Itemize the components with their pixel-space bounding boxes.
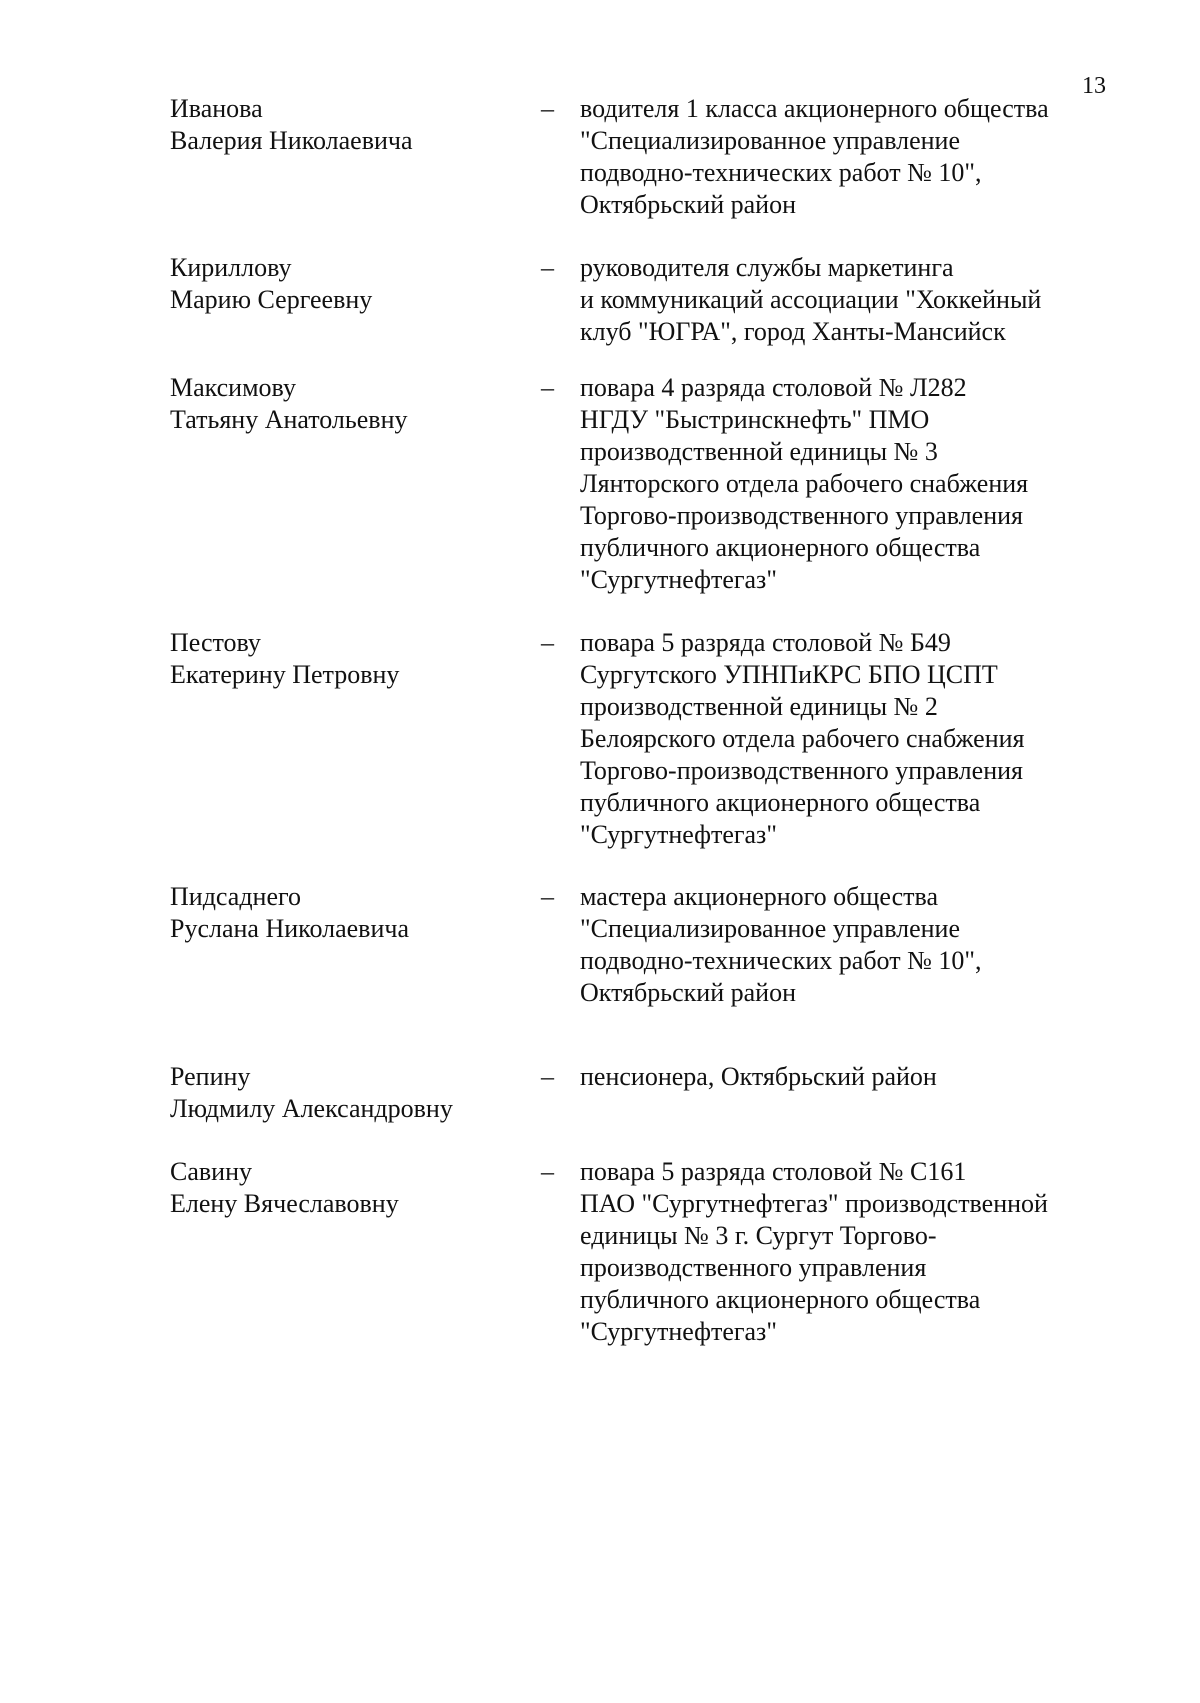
dash-separator: – <box>541 882 554 911</box>
person-given-names: Екатерину Петровну <box>170 660 400 689</box>
position-description <box>580 93 1120 221</box>
description-line: Торгово-производственного управления <box>580 501 1023 530</box>
description-line: публичного акционерного общества <box>580 788 981 817</box>
position-description <box>580 1156 1120 1348</box>
description-line: Белоярского отдела рабочего снабжения <box>580 724 1025 753</box>
description-line: Сургутского УПНПиКРС БПО ЦСПТ <box>580 660 998 689</box>
description-line: НГДУ "Быстринскнефть" ПМО <box>580 405 930 434</box>
page-number: 13 <box>1082 73 1106 99</box>
person-given-names: Валерия Николаевича <box>170 126 413 155</box>
dash-separator: – <box>541 373 554 402</box>
dash-separator: – <box>541 253 554 282</box>
person-given-names: Людмилу Александровну <box>170 1094 453 1123</box>
description-line: публичного акционерного общества <box>580 1285 981 1314</box>
dash-separator: – <box>541 1157 554 1186</box>
description-line: производственной единицы № 2 <box>580 692 938 721</box>
person-given-names: Руслана Николаевича <box>170 914 409 943</box>
description-line: и коммуникаций ассоциации "Хоккейный <box>580 285 1042 314</box>
position-description <box>580 252 1120 348</box>
description-line: Торгово-производственного управления <box>580 756 1023 785</box>
position-description <box>580 372 1120 596</box>
person-surname: Максимову <box>170 373 296 402</box>
description-line: "Сургутнефтегаз" <box>580 820 777 849</box>
person-surname: Кириллову <box>170 253 292 282</box>
description-line: подводно-технических работ № 10", <box>580 158 982 187</box>
position-description <box>580 627 1120 851</box>
description-line: повара 5 разряда столовой № Б49 <box>580 628 951 657</box>
description-line: "Сургутнефтегаз" <box>580 1317 777 1346</box>
dash-separator: – <box>541 1062 554 1091</box>
description-line: производственного управления <box>580 1253 927 1282</box>
person-given-names: Татьяну Анатольевну <box>170 405 408 434</box>
person-given-names: Марию Сергеевну <box>170 285 373 314</box>
description-line: публичного акционерного общества <box>580 533 981 562</box>
description-line: подводно-технических работ № 10", <box>580 946 982 975</box>
person-name <box>170 1061 530 1125</box>
description-line: Октябрьский район <box>580 190 796 219</box>
description-line: Октябрьский район <box>580 978 796 1007</box>
description-line: "Специализированное управление <box>580 914 961 943</box>
description-line: ПАО "Сургутнефтегаз" производственной <box>580 1189 1048 1218</box>
person-name <box>170 93 530 157</box>
position-description <box>580 1061 1120 1093</box>
dash-separator: – <box>541 94 554 123</box>
description-line: повара 5 разряда столовой № С161 <box>580 1157 967 1186</box>
person-name <box>170 252 530 316</box>
person-surname: Иванова <box>170 94 263 123</box>
person-name <box>170 372 530 436</box>
description-line: клуб "ЮГРА", город Ханты-Мансийск <box>580 317 1006 346</box>
description-line: руководителя службы маркетинга <box>580 253 954 282</box>
person-given-names: Елену Вячеславовну <box>170 1189 399 1218</box>
position-description <box>580 881 1120 1009</box>
person-surname: Репину <box>170 1062 251 1091</box>
description-line: "Специализированное управление <box>580 126 961 155</box>
description-line: "Сургутнефтегаз" <box>580 565 777 594</box>
description-line: Лянторского отдела рабочего снабжения <box>580 469 1029 498</box>
person-name <box>170 881 530 945</box>
description-line: единицы № 3 г. Сургут Торгово- <box>580 1221 937 1250</box>
description-line: производственной единицы № 3 <box>580 437 938 466</box>
description-line: водителя 1 класса акционерного общества <box>580 94 1049 123</box>
person-name <box>170 1156 530 1220</box>
description-line: мастера акционерного общества <box>580 882 938 911</box>
person-surname: Пестову <box>170 628 261 657</box>
description-line: пенсионера, Октябрьский район <box>580 1062 937 1091</box>
person-surname: Савину <box>170 1157 252 1186</box>
person-surname: Пидсаднего <box>170 882 302 911</box>
description-line: повара 4 разряда столовой № Л282 <box>580 373 967 402</box>
dash-separator: – <box>541 628 554 657</box>
person-name <box>170 627 530 691</box>
